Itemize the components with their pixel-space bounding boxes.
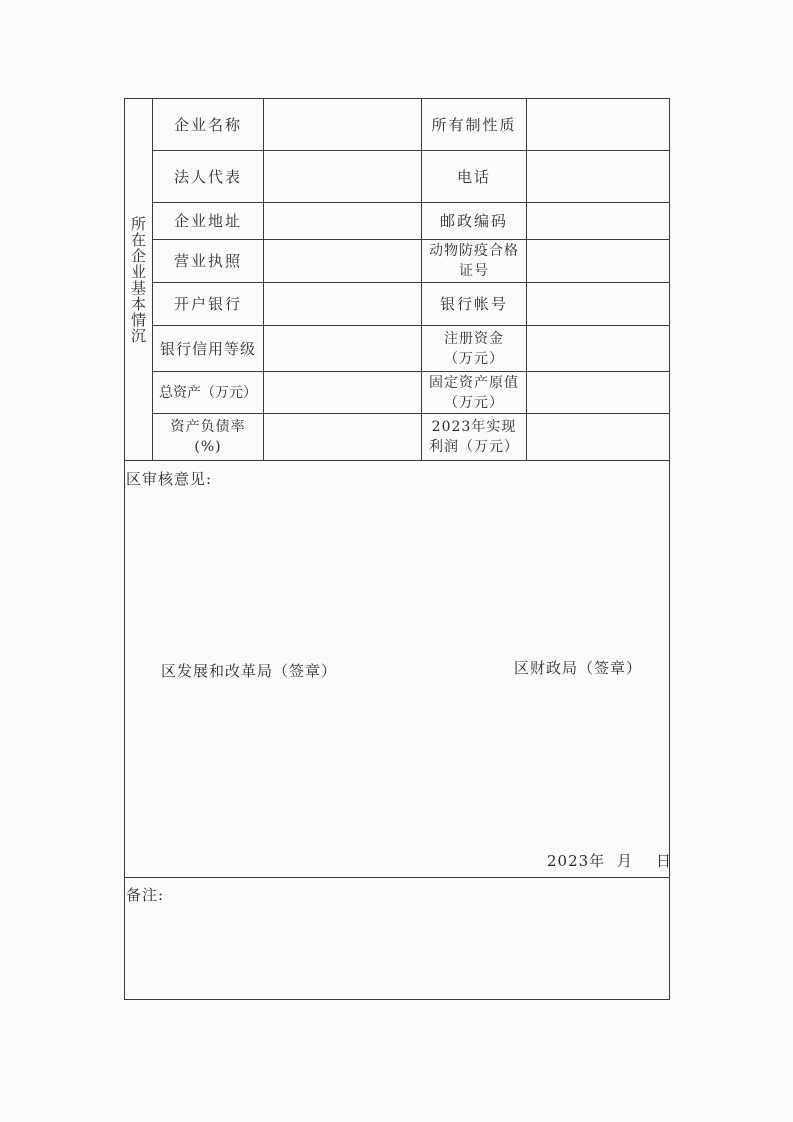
epidemic-cert-field[interactable] [527, 240, 669, 282]
remarks-field[interactable] [125, 908, 669, 998]
review-opinion-title: 区审核意见: [126, 470, 213, 488]
finance-bureau-signature: 区财政局（签章） [514, 659, 643, 677]
postcode-label: 邮政编码 [439, 212, 508, 230]
fixed-assets-field[interactable] [527, 372, 669, 413]
development-bureau-signature: 区发展和改革局（签章） [161, 662, 338, 680]
company-name-field[interactable] [264, 99, 421, 150]
credit-rating-label: 银行信用等级 [159, 339, 256, 358]
phone-field[interactable] [527, 151, 669, 202]
bank-field[interactable] [264, 283, 421, 325]
address-field[interactable] [264, 203, 421, 239]
phone-label: 电话 [456, 167, 491, 186]
section-label-text: 所在企业基本情沉 [129, 216, 147, 344]
review-date-month: 月 [617, 852, 634, 870]
debt-ratio-label: 资产负债率 (%) [170, 419, 246, 455]
legal-rep-field[interactable] [264, 151, 421, 202]
legal-rep-label: 法人代表 [173, 167, 242, 186]
grid-line [124, 877, 670, 878]
bank-account-field[interactable] [527, 283, 669, 325]
bank-account-label: 银行帐号 [439, 295, 508, 313]
registered-capital-field[interactable] [527, 326, 669, 371]
postcode-field[interactable] [527, 203, 669, 239]
ownership-label: 所有制性质 [431, 115, 517, 134]
total-assets-label: 总资产（万元） [159, 384, 257, 401]
company-name-label: 企业名称 [173, 115, 242, 134]
review-date-year: 2023年 [547, 852, 606, 870]
basic-info-section-label [125, 99, 152, 461]
remarks-title: 备注: [126, 886, 165, 904]
grid-line [124, 460, 670, 461]
bank-label: 开户银行 [173, 295, 242, 313]
profit-2023-label: 2023年实现 利润（万元） [429, 419, 519, 455]
registered-capital-label: 注册资金 （万元） [444, 330, 504, 367]
debt-ratio-field[interactable] [264, 414, 421, 460]
fixed-assets-label: 固定资产原值 （万元） [429, 374, 519, 411]
review-opinion-field[interactable] [125, 492, 669, 642]
review-date-day: 日 [656, 852, 673, 870]
business-license-label: 营业执照 [173, 252, 242, 270]
credit-rating-field[interactable] [264, 326, 421, 371]
total-assets-field[interactable] [264, 372, 421, 413]
business-license-field[interactable] [264, 240, 421, 282]
epidemic-cert-label: 动物防疫合格 证号 [429, 243, 519, 279]
profit-2023-field[interactable] [527, 414, 669, 460]
ownership-field[interactable] [527, 99, 669, 150]
address-label: 企业地址 [173, 212, 242, 230]
